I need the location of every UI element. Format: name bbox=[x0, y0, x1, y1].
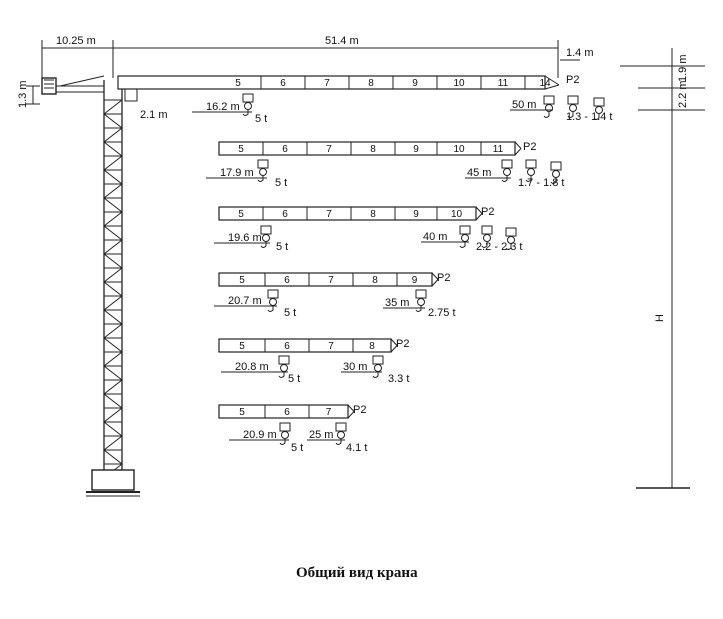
jib-segment-7: 7 bbox=[328, 341, 334, 352]
inner-load-label: 5 t bbox=[288, 373, 301, 385]
jib-segment-7: 7 bbox=[326, 209, 332, 220]
jib-config-5 bbox=[219, 338, 409, 385]
dim-lower-side: 2.2 m bbox=[677, 80, 689, 108]
jib-segment-10: 10 bbox=[453, 144, 465, 155]
jib-segment-9: 9 bbox=[412, 78, 418, 89]
p2-label: P2 bbox=[353, 404, 367, 416]
p2-label: P2 bbox=[566, 74, 580, 86]
inner-hook-icon bbox=[280, 423, 290, 445]
jib-segment-5: 5 bbox=[239, 341, 245, 352]
page-caption: Общий вид крана bbox=[296, 565, 418, 581]
dim-jib-length: 51.4 m bbox=[325, 35, 359, 47]
jib-config-4 bbox=[214, 272, 456, 319]
dim-head-height: 1.3 m bbox=[17, 80, 29, 108]
jib-segment-9: 9 bbox=[413, 209, 419, 220]
jib-segment-8: 8 bbox=[369, 341, 375, 352]
jib-segment-6: 6 bbox=[284, 275, 290, 286]
p2-label: P2 bbox=[481, 206, 495, 218]
jib-segment-6: 6 bbox=[282, 209, 288, 220]
outer-distance-label: 30 m bbox=[343, 361, 368, 373]
inner-distance-label: 20.7 m bbox=[228, 295, 262, 307]
jib-segment-5: 5 bbox=[238, 209, 244, 220]
inner-distance-label: 17.9 m bbox=[220, 167, 254, 179]
jib-config-3 bbox=[214, 206, 522, 253]
inner-load-label: 5 t bbox=[275, 177, 288, 189]
dim-upper-side: 1.9 m bbox=[677, 54, 689, 82]
jib-segment-5: 5 bbox=[238, 144, 244, 155]
jib-segment-14: 14 bbox=[539, 78, 551, 89]
jib-segment-8: 8 bbox=[370, 209, 376, 220]
mast-base bbox=[92, 470, 134, 490]
jib-segment-10: 10 bbox=[453, 78, 465, 89]
jib-body bbox=[219, 273, 432, 286]
outer-load-label: 1.3 - 1.4 t bbox=[566, 111, 613, 123]
outer-distance-label: 50 m bbox=[512, 99, 537, 111]
jib-segment-5: 5 bbox=[239, 407, 245, 418]
jib-segment-5: 5 bbox=[239, 275, 245, 286]
outer-hook-icon bbox=[336, 423, 346, 445]
inner-distance-label: 19.6 m bbox=[228, 232, 262, 244]
jib-segment-6: 6 bbox=[280, 78, 286, 89]
inner-distance-label: 20.9 m bbox=[243, 429, 277, 441]
jib-segment-6: 6 bbox=[284, 407, 290, 418]
outer-load-label: 1.7 - 1.8 t bbox=[518, 177, 565, 189]
outer-hook-icon bbox=[373, 356, 383, 378]
outer-load-label: 4.1 t bbox=[346, 442, 368, 454]
jib-segment-8: 8 bbox=[368, 78, 374, 89]
jib-body bbox=[219, 339, 391, 352]
inner-distance-label: 20.8 m bbox=[235, 361, 269, 373]
p2-label: P2 bbox=[437, 272, 451, 284]
outer-load-label: 2.2 - 2.3 t bbox=[476, 241, 523, 253]
inner-hook-icon bbox=[268, 290, 278, 312]
jib-config-6 bbox=[219, 404, 367, 454]
jib-segment-7: 7 bbox=[324, 78, 330, 89]
inner-distance-label: 16.2 m bbox=[206, 101, 240, 113]
inner-load-label: 5 t bbox=[255, 113, 268, 125]
p2-label: P2 bbox=[523, 141, 537, 153]
outer-distance-label: 45 m bbox=[467, 167, 492, 179]
outer-load-label: 2.75 t bbox=[428, 307, 456, 319]
jib-segment-7: 7 bbox=[326, 144, 332, 155]
jib-segment-6: 6 bbox=[284, 341, 290, 352]
inner-load-label: 5 t bbox=[291, 442, 304, 454]
jib-segment-10: 10 bbox=[450, 209, 463, 220]
jib-segment-8: 8 bbox=[372, 275, 378, 286]
outer-distance-label: 35 m bbox=[385, 297, 410, 309]
jib-segment-11: 11 bbox=[492, 144, 504, 155]
jib-segment-7: 7 bbox=[328, 275, 334, 286]
jib-segment-9: 9 bbox=[411, 275, 418, 286]
dim-counter-jib: 10.25 m bbox=[56, 35, 96, 47]
p2-label: P2 bbox=[396, 338, 410, 350]
dim-tip-gap: 1.4 m bbox=[566, 47, 594, 59]
outer-hook-icon bbox=[544, 96, 554, 118]
outer-hook-icon bbox=[460, 226, 470, 248]
dim-hook-offset: 2.1 m bbox=[140, 109, 168, 121]
jib-segment-7: 7 bbox=[325, 407, 332, 418]
jib-config-1 bbox=[118, 74, 612, 125]
outer-distance-label: 25 m bbox=[309, 429, 334, 441]
outer-load-label: 3.3 t bbox=[388, 373, 410, 385]
inner-hook-icon bbox=[261, 226, 271, 248]
inner-load-label: 5 t bbox=[276, 241, 289, 253]
jib-segment-9: 9 bbox=[413, 144, 419, 155]
outer-distance-label: 40 m bbox=[423, 231, 448, 243]
jib-segment-8: 8 bbox=[370, 144, 376, 155]
inner-load-label: 5 t bbox=[284, 307, 297, 319]
jib-segment-5: 5 bbox=[235, 78, 241, 89]
dim-height-H: H bbox=[654, 314, 666, 322]
jib-config-2 bbox=[206, 141, 564, 189]
jib-segment-11: 11 bbox=[497, 78, 509, 89]
jib-segment-6: 6 bbox=[282, 144, 288, 155]
